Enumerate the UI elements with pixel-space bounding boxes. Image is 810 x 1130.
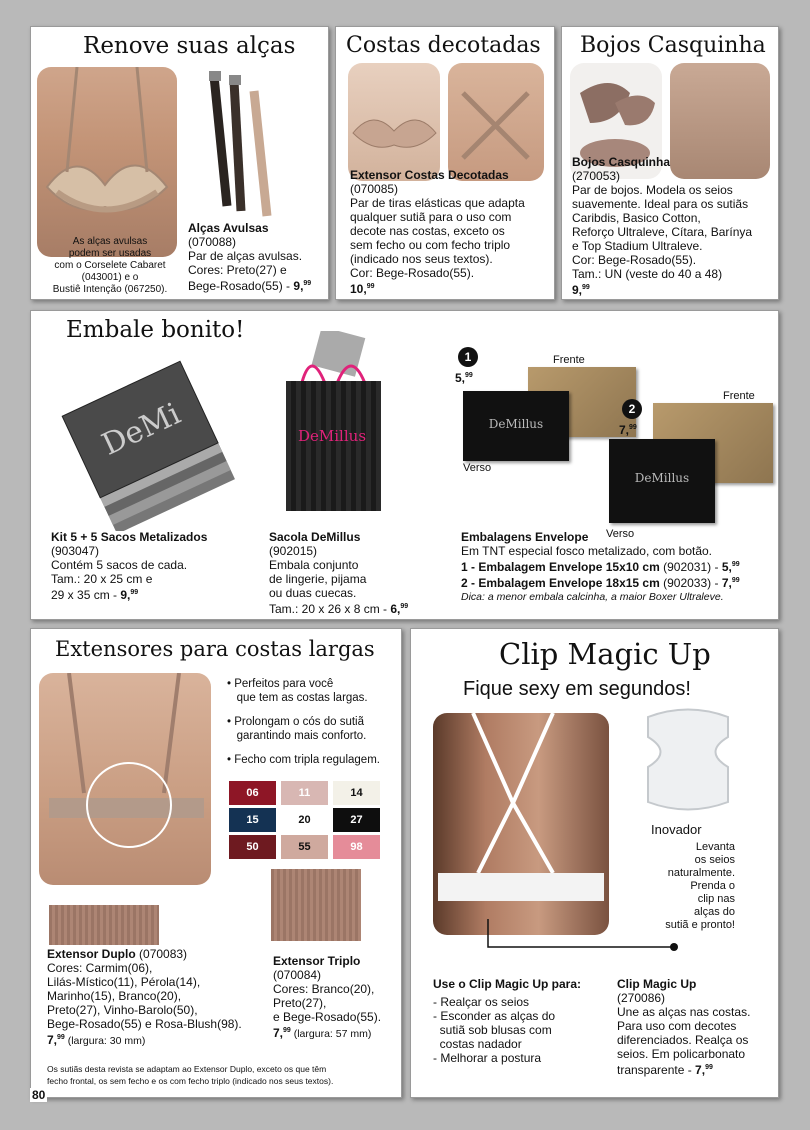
kit-product	[51, 530, 207, 602]
product-desc: Cores: Branco(20),	[273, 982, 375, 996]
sacola-product	[269, 530, 408, 616]
clip-model-image	[433, 713, 609, 935]
bullet-text: garantindo mais conforto.	[236, 730, 367, 742]
price-dec: 99	[731, 561, 740, 568]
use-item: costas nadador	[433, 1037, 522, 1051]
product-code: (270086)	[617, 991, 666, 1005]
product-desc: Tam.: UN (veste do 40 a 48)	[572, 267, 723, 281]
triplo-product	[273, 954, 381, 1041]
embale-panel	[30, 310, 779, 620]
shopping-bag-illustration	[276, 331, 396, 521]
svg-text:DeMi: DeMi	[96, 396, 186, 463]
item-code: (902033) -	[659, 576, 722, 590]
alcas-product	[188, 221, 311, 293]
price-dec: 99	[629, 424, 637, 431]
product-name: Bojos Casquinha	[572, 155, 671, 169]
price-int: 6,	[390, 602, 401, 616]
clip-subtitle: Fique sexy em segundos!	[463, 678, 691, 700]
side-text-line: sutiã e pronto!	[665, 919, 735, 931]
product-desc: Une as alças nas costas.	[617, 1005, 751, 1019]
product-desc: Bege-Rosado(55) e Rosa-Blush(98).	[47, 1017, 242, 1031]
product-desc: Par de alças avulsas.	[188, 249, 303, 263]
color-swatch: 50	[229, 835, 276, 859]
desc-text: Bege-Rosado(55) -	[188, 279, 294, 293]
product-desc: Reforço Ultraleve, Cítara, Barínya	[572, 225, 753, 239]
inovador-label: Inovador	[651, 822, 702, 837]
price-dec: 99	[283, 1027, 291, 1034]
product-price-line	[188, 277, 311, 293]
price-int: 7,	[273, 1026, 284, 1040]
price-int: 7,	[47, 1033, 58, 1047]
bullet-text: que tem as costas largas.	[236, 692, 368, 704]
envelope-price-1	[455, 369, 473, 385]
product-desc: Embala conjunto	[269, 558, 359, 572]
clip-back-illustration	[433, 713, 609, 935]
use-item: - Realçar os seios	[433, 995, 530, 1009]
product-price-line	[47, 1031, 242, 1048]
envelope-brand: DeMillus	[634, 471, 690, 485]
side-text-line: naturalmente.	[667, 867, 735, 879]
envelope-small-back	[463, 391, 569, 461]
envelope-badge-2: 2	[622, 399, 642, 419]
back-illustration	[39, 673, 211, 885]
bojos-panel	[561, 26, 779, 300]
bullet-item: • Prolongam o cós do sutiã garantindo mais conforto.	[227, 716, 367, 742]
product-title-line	[47, 947, 242, 961]
product-desc: Tam.: 20 x 25 cm e	[51, 572, 153, 586]
bojos-title: Bojos Casquinha	[580, 33, 766, 58]
product-price-line	[617, 1061, 750, 1077]
envelope-large-back	[609, 439, 715, 523]
product-desc: Marinho(15), Branco(20),	[47, 989, 182, 1003]
product-name: Extensor Triplo	[273, 954, 361, 968]
price	[722, 576, 740, 590]
product-desc: e Bege-Rosado(55).	[273, 1010, 382, 1024]
side-text-line: alças do	[694, 906, 735, 918]
verso-label-2: Verso	[606, 528, 635, 540]
product-desc: de lingerie, pijama	[269, 572, 367, 586]
price-int: 5,	[455, 371, 466, 385]
product-desc: decote nas costas, exceto os	[350, 224, 505, 238]
product-desc: Preto(27),	[273, 996, 327, 1010]
verso-label-1: Verso	[463, 462, 492, 474]
product-code: (902015)	[269, 544, 318, 558]
costas-product	[350, 168, 525, 296]
product-desc: Para uso com decotes	[617, 1019, 737, 1033]
product-code: (070083)	[135, 947, 188, 961]
product-desc: (indicado nos seus textos).	[350, 252, 493, 266]
color-swatch: 15	[229, 808, 276, 832]
price-int: 5,	[721, 560, 732, 574]
clip-uses	[433, 977, 581, 1065]
caption-line: com o Corselete Cabaret	[54, 260, 166, 271]
page-number: 80	[32, 1088, 46, 1102]
envelope-tip: Dica: a menor embala calcinha, a maior Boxer Ultraleve.	[461, 591, 724, 603]
envelope-item-1	[461, 558, 740, 574]
price-int: 9,	[120, 588, 131, 602]
extensores-footnote	[47, 1063, 333, 1087]
color-swatch-grid	[229, 781, 384, 861]
product-code: (903047)	[51, 544, 100, 558]
caption-line: (043001) e o	[81, 272, 139, 283]
price-int: 10,	[350, 282, 367, 296]
product-price-line	[269, 600, 408, 616]
price	[572, 281, 752, 297]
extensor-duplo-image	[49, 905, 159, 945]
extensor-triplo-image	[271, 869, 361, 941]
alcas-title: Renove suas alças	[83, 33, 296, 59]
envelope-item-2	[461, 574, 740, 590]
envelope-brand: DeMillus	[488, 417, 544, 431]
product-desc: sem fecho ou com fecho triplo	[350, 238, 511, 252]
price-note: (largura: 30 mm)	[64, 1035, 146, 1047]
extensores-bullets	[227, 677, 380, 767]
price-dec: 99	[582, 284, 590, 291]
envelope-price-2	[619, 421, 637, 437]
embale-title: Embale bonito!	[66, 317, 245, 343]
price	[47, 1033, 65, 1047]
price-dec: 99	[366, 283, 375, 290]
price-int: 7,	[721, 576, 732, 590]
item-name: 2 - Embalagem Envelope 18x15 cm	[461, 576, 660, 590]
color-swatch: 98	[333, 835, 380, 859]
price-dec: 99	[57, 1034, 65, 1041]
price-dec: 99	[130, 589, 139, 596]
product-desc: Preto(27), Vinho-Barolo(50),	[47, 1003, 198, 1017]
color-swatch: 27	[333, 808, 380, 832]
footnote-line: fecho frontal, os sem fecho e os com fecho triplo (indicado nos seus textos).	[47, 1076, 334, 1086]
side-text-line: clip nas	[697, 893, 735, 905]
bra-front-illustration	[348, 63, 440, 181]
price-dec: 99	[705, 1064, 713, 1071]
bojos-product	[572, 155, 752, 297]
bullet-text: Perfeitos para você	[234, 678, 334, 690]
caption-line: podem ser usadas	[68, 248, 152, 259]
costas-title: Costas decotadas	[346, 33, 541, 58]
price-int: 9,	[293, 279, 304, 293]
clip-title: Clip Magic Up	[499, 637, 711, 671]
metallic-sacks-illustration	[51, 351, 251, 531]
bullet-text: Prolongam o cós do sutiã	[234, 716, 365, 728]
side-text-line: Levanta	[695, 841, 735, 853]
caption-line: Bustiê Intenção (067250).	[52, 284, 168, 295]
footnote-line: Os sutiãs desta revista se adaptam ao Extensor Duplo, exceto os que têm	[47, 1064, 327, 1074]
price-dec: 99	[731, 577, 740, 584]
price	[390, 602, 408, 616]
product-desc: e Top Stadium Ultraleve.	[572, 239, 703, 253]
product-name: Embalagens Envelope	[461, 530, 589, 544]
clip-product	[617, 977, 750, 1077]
bullet-item: • Perfeitos para você que tem as costas largas.	[227, 678, 368, 704]
product-name: Alças Avulsas	[188, 221, 269, 235]
product-name: Extensor Duplo	[47, 947, 136, 961]
price	[273, 1026, 291, 1040]
product-code: (270053)	[572, 169, 621, 183]
price	[293, 279, 311, 293]
product-desc: suavemente. Ideal para os sutiãs	[572, 197, 749, 211]
use-item: - Esconder as alças do	[433, 1009, 556, 1023]
price-int: 7,	[695, 1063, 706, 1077]
product-code: (070085)	[350, 182, 399, 196]
product-desc: qualquer sutiã para o uso com	[350, 210, 512, 224]
product-desc: ou duas cuecas.	[269, 586, 357, 600]
alcas-caption	[35, 236, 185, 296]
uses-title: Use o Clip Magic Up para:	[433, 977, 582, 991]
side-text-line: Prenda o	[690, 880, 735, 892]
product-desc: Caribdis, Basico Cotton,	[572, 211, 701, 225]
product-desc: Cores: Carmim(06),	[47, 961, 153, 975]
product-desc: Cor: Bege-Rosado(55).	[572, 253, 697, 267]
bullet-item: • Fecho com tripla regulagem.	[227, 754, 380, 766]
use-item: - Melhorar a postura	[433, 1051, 542, 1065]
price-int: 7,	[619, 423, 630, 437]
product-desc: Em TNT especial fosco metalizado, com botão.	[461, 544, 713, 558]
product-desc: Cores: Preto(27) e	[188, 263, 287, 277]
product-desc: Contém 5 sacos de cada.	[51, 558, 188, 572]
clip-panel	[410, 628, 779, 1098]
color-swatch: 55	[281, 835, 328, 859]
price	[722, 560, 740, 574]
item-name: 1 - Embalagem Envelope 15x10 cm	[461, 560, 660, 574]
envelope-badge-1: 1	[458, 347, 478, 367]
bag-brand-text: DeMillus	[298, 427, 367, 445]
price-dec: 99	[465, 372, 473, 379]
product-name: Sacola DeMillus	[269, 530, 361, 544]
product-code: (070088)	[188, 235, 237, 249]
duplo-product	[47, 947, 242, 1048]
color-swatch: 06	[229, 781, 276, 805]
color-swatch: 11	[281, 781, 328, 805]
product-price-line	[51, 586, 207, 602]
price-int: 9,	[572, 283, 583, 297]
color-swatch: 20	[281, 808, 328, 832]
product-desc: Par de tiras elásticas que adapta	[350, 196, 525, 210]
clip-side-text	[631, 841, 735, 932]
costas-panel	[335, 26, 555, 300]
clip-product-illustration	[633, 707, 743, 815]
product-name: Kit 5 + 5 Sacos Metalizados	[51, 530, 208, 544]
product-desc: seios. Em policarbonato	[617, 1047, 746, 1061]
frente-label-1: Frente	[553, 354, 585, 366]
extensores-model-image	[39, 673, 211, 885]
product-name: Clip Magic Up	[617, 977, 697, 991]
product-code: (070084)	[273, 968, 322, 982]
bra-back-illustration	[448, 63, 544, 181]
bra-illustration	[37, 67, 177, 257]
item-code: (902031) -	[659, 560, 722, 574]
product-desc: diferenciados. Realça os	[617, 1033, 749, 1047]
strap-illustration	[199, 71, 279, 221]
price	[695, 1063, 713, 1077]
use-item: sutiã sob blusas com	[433, 1023, 552, 1037]
product-desc: Par de bojos. Modela os seios	[572, 183, 733, 197]
price-dec: 99	[400, 603, 409, 610]
costas-front-image	[348, 63, 440, 181]
frente-label-2: Frente	[723, 390, 755, 402]
costas-back-image	[448, 63, 544, 181]
color-swatch: 14	[333, 781, 380, 805]
desc-text: transparente -	[617, 1063, 696, 1077]
price-note: (largura: 57 mm)	[290, 1028, 372, 1040]
product-desc: Cor: Bege-Rosado(55).	[350, 266, 475, 280]
desc-text: 29 x 35 cm -	[51, 588, 121, 602]
price-dec: 99	[303, 280, 312, 287]
alcas-panel	[30, 26, 329, 300]
desc-text: Tam.: 20 x 26 x 8 cm -	[269, 602, 391, 616]
side-text-line: os seios	[694, 854, 735, 866]
price	[350, 280, 525, 296]
envelope-product	[461, 530, 740, 604]
extensores-panel	[30, 628, 402, 1098]
product-name: Extensor Costas Decotadas	[350, 168, 509, 182]
product-desc: Lilás-Místico(11), Pérola(14),	[47, 975, 201, 989]
caption-line: As alças avulsas	[72, 236, 148, 247]
product-price-line	[273, 1024, 381, 1041]
bullet-text: Fecho com tripla regulagem.	[234, 754, 380, 766]
price	[120, 588, 138, 602]
alcas-model-image	[37, 67, 177, 257]
extensores-title: Extensores para costas largas	[55, 637, 375, 661]
